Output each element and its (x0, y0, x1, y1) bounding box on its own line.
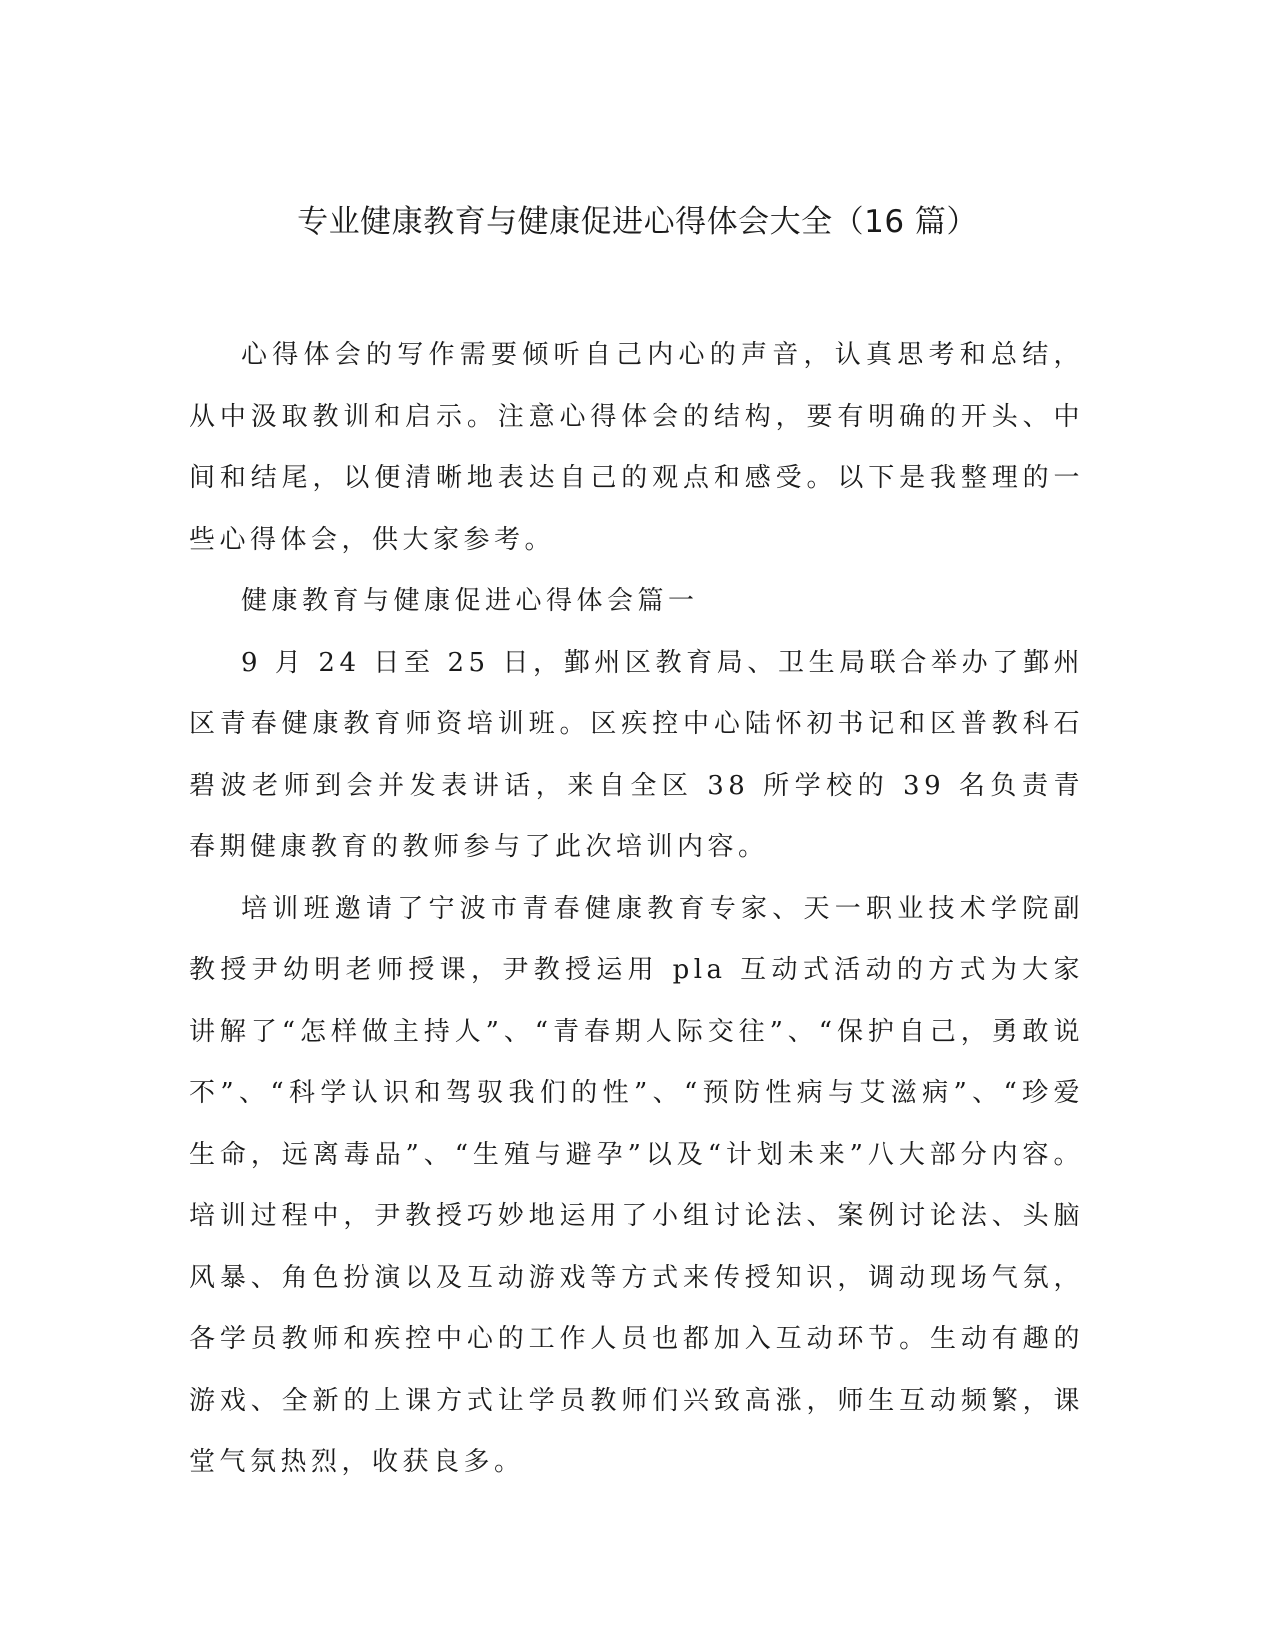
paragraph-training-content: 培训班邀请了宁波市青春健康教育专家、天一职业技术学院副教授尹幼明老师授课，尹教授运用 pla 互动式活动的方式为大家讲解了“怎样做主持人”、“青春期人际交往”、“保护自己，勇敢说不”、“科学认识和驾驭我们的性”、“预防性病与艾滋病”、“珍爱生命，远离毒品”、“生殖与避孕”以及“计划未来”八大部分内容。培训过程中，尹教授巧妙地运用了小组讨论法、案例讨论法、头脑风暴、角色扮演以及互动游戏等方式来传授知识，调动现场气氛，各学员教师和疾控中心的工作人员也都加入互动环节。生动有趣的游戏、全新的上课方式让学员教师们兴致高涨，师生互动频繁，课堂气氛热烈，收获良多。 (189, 893, 1084, 1477)
document-body (189, 325, 1084, 1494)
section-heading-part-one: 健康教育与健康促进心得体会篇一 (241, 586, 699, 616)
document-title: 专业健康教育与健康促进心得体会大全（16 篇） (297, 204, 978, 240)
paragraph-training-overview: 9 月 24 日至 25 日，鄞州区教育局、卫生局联合举办了鄞州区青春健康教育师资培训班。区疾控中心陆怀初书记和区普教科石碧波老师到会并发表讲话，来自全区 38 所学校的 39 名负责青春期健康教育的教师参与了此次培训内容。 (189, 647, 1084, 862)
paragraph-intro: 心得体会的写作需要倾听自己内心的声音，认真思考和总结，从中汲取教训和启示。注意心得体会的结构，要有明确的开头、中间和结尾，以便清晰地表达自己的观点和感受。以下是我整理的一些心得体会，供大家参考。 (189, 340, 1084, 555)
